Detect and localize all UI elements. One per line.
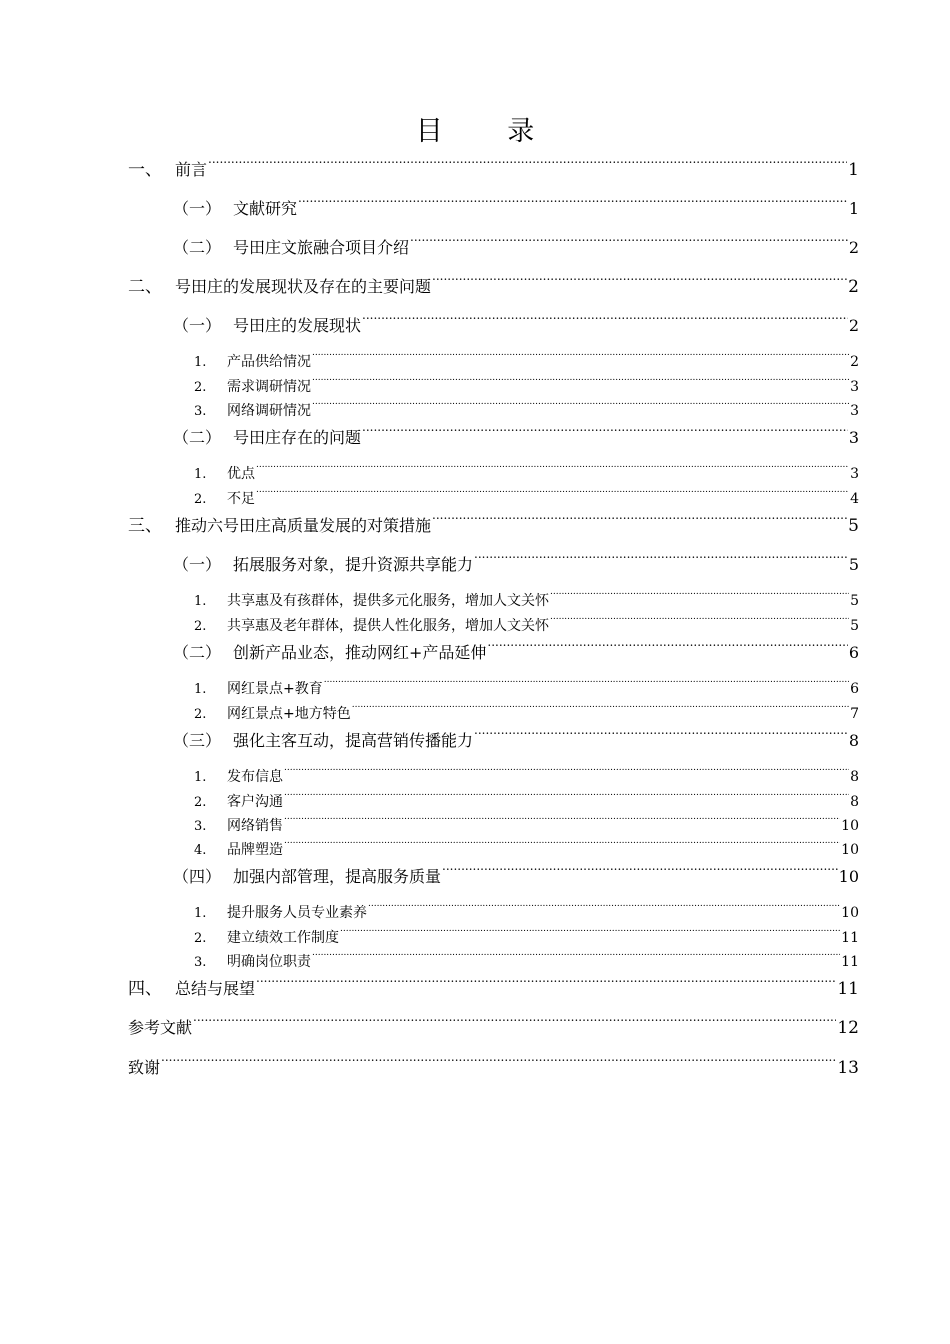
- toc-entry-number: 2.: [194, 492, 207, 507]
- toc-entry-number: 2.: [194, 931, 207, 946]
- toc-entry-number: （一）: [173, 199, 222, 218]
- toc-entry-page: 12: [837, 1018, 859, 1038]
- toc-entry-text: 号田庄存在的问题: [233, 428, 362, 447]
- toc-entry-text: 产品供给情况: [227, 354, 311, 370]
- leader-dots: [550, 610, 849, 630]
- toc-entry-page: 10: [838, 867, 859, 886]
- toc-entry-text: 明确岗位职责: [227, 954, 311, 970]
- toc-entry-text: 网红景点+地方特色: [227, 706, 351, 722]
- toc-entry-page: 5: [850, 618, 859, 634]
- toc-entry-text: 参考文献: [128, 1018, 193, 1037]
- leader-dots: [256, 970, 836, 994]
- toc-entry-text: 总结与展望: [175, 979, 256, 998]
- toc-entry-number: 1.: [194, 770, 207, 785]
- toc-entry-strengths[interactable]: [194, 458, 859, 482]
- toc-entry-number: 2.: [194, 619, 207, 634]
- leader-dots: [362, 419, 848, 443]
- toc-entry-page: 7: [850, 706, 859, 722]
- toc-entry-page: 8: [848, 731, 859, 750]
- toc-entry-text: 创新产品业态，推动网红+产品延伸: [233, 643, 487, 662]
- toc-entry-page: 2: [848, 277, 859, 297]
- toc-entry-number: 2.: [194, 707, 207, 722]
- toc-title: 目 录: [415, 116, 563, 147]
- toc-entry-online-survey[interactable]: [194, 395, 859, 419]
- toc-entry-text: 建立绩效工作制度: [227, 930, 339, 946]
- toc-entry-page: 11: [841, 930, 859, 946]
- toc-entry-page: 5: [848, 555, 859, 574]
- leader-dots: [298, 190, 848, 214]
- toc-entry-number: （二）: [173, 238, 222, 257]
- toc-entry-number: 四、: [128, 979, 162, 999]
- toc-entry-text: 需求调研情况: [227, 379, 311, 395]
- leader-dots: [193, 1009, 836, 1033]
- toc-entry-number: 二、: [128, 277, 162, 297]
- leader-dots: [442, 858, 838, 882]
- toc-entry-demand[interactable]: [194, 371, 859, 395]
- leader-dots: [550, 585, 849, 605]
- leader-dots: [487, 634, 847, 658]
- toc-entry-number: （四）: [173, 867, 222, 886]
- toc-entry-number: 1.: [194, 682, 207, 697]
- toc-entry-number: 三、: [128, 516, 162, 536]
- toc-entry-number: 一、: [128, 160, 162, 180]
- toc-entry-countermeasures[interactable]: [128, 507, 859, 536]
- toc-entry-page: 10: [841, 905, 859, 921]
- toc-entry-references[interactable]: [128, 1009, 859, 1038]
- toc-entry-customer-communication[interactable]: [194, 786, 859, 810]
- toc-entry-page: 8: [850, 769, 859, 785]
- leader-dots: [362, 307, 848, 331]
- toc-entry-page: 6: [848, 643, 859, 662]
- toc-entry-page: 2: [850, 354, 859, 370]
- toc-entry-text: 号田庄的发展现状及存在的主要问题: [175, 277, 432, 296]
- toc-entry-number: 2.: [194, 795, 207, 810]
- toc-entry-text: 提升服务人员专业素养: [227, 905, 367, 921]
- toc-entry-number: 2.: [194, 380, 207, 395]
- toc-entry-page: 3: [850, 466, 859, 482]
- toc-entry-text: 推动六号田庄高质量发展的对策措施: [175, 516, 432, 535]
- toc-entry-number: 4.: [194, 843, 207, 858]
- toc-entry-acknowledgements[interactable]: [128, 1049, 859, 1078]
- toc-entry-number: 1.: [194, 355, 207, 370]
- toc-entry-education[interactable]: [194, 673, 859, 697]
- toc-entry-page: 4: [850, 491, 859, 507]
- toc-entry-page: 5: [850, 593, 859, 609]
- toc-entry-number: （二）: [173, 643, 222, 662]
- toc-entry-number: 3.: [194, 819, 207, 834]
- toc-entry-local-specialty[interactable]: [194, 698, 859, 722]
- toc-entry-number: 1.: [194, 467, 207, 482]
- toc-entry-page: 6: [850, 681, 859, 697]
- toc-entry-text: 致谢: [128, 1058, 161, 1077]
- toc-entry-publish-info[interactable]: [194, 761, 859, 785]
- leader-dots: [432, 507, 847, 531]
- toc-entry-text: 网红景点+教育: [227, 681, 323, 697]
- toc-entry-number: （一）: [173, 555, 222, 574]
- toc-entry-performance-system[interactable]: [194, 922, 859, 946]
- leader-dots: [410, 229, 848, 253]
- toc-entry-literature[interactable]: [173, 190, 859, 218]
- toc-entry-supply[interactable]: [194, 346, 859, 370]
- toc-entry-page: 2: [848, 316, 859, 335]
- toc-entry-weaknesses[interactable]: [194, 483, 859, 507]
- toc-entry-branding[interactable]: [194, 834, 859, 858]
- toc-entry-text: 拓展服务对象，提升资源共享能力: [233, 555, 474, 574]
- toc-entry-online-sales[interactable]: [194, 810, 859, 834]
- leader-dots: [284, 786, 849, 806]
- toc-entry-expand-service[interactable]: [173, 546, 859, 574]
- toc-entry-number: 1.: [194, 906, 207, 921]
- leader-dots: [312, 946, 840, 966]
- toc-entry-status-problems[interactable]: [128, 268, 859, 297]
- toc-entry-families[interactable]: [194, 585, 859, 609]
- toc-entry-text: 品牌塑造: [227, 842, 283, 858]
- toc-entry-text: 号田庄文旅融合项目介绍: [233, 238, 410, 257]
- leader-dots: [340, 922, 840, 942]
- toc-entry-internal-management[interactable]: [173, 858, 859, 886]
- toc-entry-existing-problems[interactable]: [173, 419, 859, 447]
- toc-entry-preface[interactable]: [128, 151, 859, 180]
- toc-entry-interaction[interactable]: [173, 722, 859, 750]
- toc-entry-page: 2: [848, 238, 859, 257]
- toc-entry-text: 网络销售: [227, 818, 283, 834]
- toc-entry-text: 共享惠及老年群体，提供人性化服务，增加人文关怀: [227, 618, 549, 634]
- leader-dots: [474, 546, 848, 570]
- toc-entry-text: 文献研究: [233, 199, 298, 218]
- toc-entry-current-status[interactable]: [173, 307, 859, 335]
- toc-entry-text: 强化主客互动，提高营销传播能力: [233, 731, 474, 750]
- toc-entry-staff-quality[interactable]: [194, 897, 859, 921]
- toc-entry-page: 5: [848, 516, 859, 536]
- toc-entry-number: （三）: [173, 731, 222, 750]
- toc-entry-number: （二）: [173, 428, 222, 447]
- toc-entry-text: 客户沟通: [227, 794, 283, 810]
- leader-dots: [208, 151, 847, 175]
- leader-dots: [312, 371, 849, 391]
- leader-dots: [324, 673, 849, 693]
- toc-entry-page: 1: [848, 160, 859, 180]
- toc-entry-page: 3: [850, 379, 859, 395]
- toc-entry-page: 11: [841, 954, 859, 970]
- leader-dots: [284, 810, 840, 830]
- toc-entry-project-intro[interactable]: [173, 229, 859, 257]
- toc-entry-page: 8: [850, 794, 859, 810]
- leader-dots: [474, 722, 848, 746]
- toc-entry-elderly[interactable]: [194, 610, 859, 634]
- toc-entry-text: 发布信息: [227, 769, 283, 785]
- toc-entry-page: 1: [848, 199, 859, 218]
- toc-entry-text: 共享惠及有孩群体，提供多元化服务，增加人文关怀: [227, 593, 549, 609]
- toc-entry-page: 3: [850, 403, 859, 419]
- leader-dots: [256, 458, 849, 478]
- leader-dots: [368, 897, 840, 917]
- toc-entry-innovate-products[interactable]: [173, 634, 859, 662]
- leader-dots: [284, 761, 849, 781]
- toc-entry-page: 10: [841, 818, 859, 834]
- toc-entry-number: （一）: [173, 316, 222, 335]
- toc-entry-text: 号田庄的发展现状: [233, 316, 362, 335]
- leader-dots: [312, 346, 849, 366]
- leader-dots: [161, 1049, 836, 1073]
- leader-dots: [352, 698, 849, 718]
- toc-entry-conclusion[interactable]: [128, 970, 859, 999]
- toc-entry-job-duties[interactable]: [194, 946, 859, 970]
- leader-dots: [284, 834, 840, 854]
- toc-entry-text: 前言: [175, 160, 208, 179]
- toc-entry-number: 1.: [194, 594, 207, 609]
- toc-entry-text: 不足: [227, 491, 255, 507]
- toc-entry-number: 3.: [194, 955, 207, 970]
- toc-entry-number: 3.: [194, 404, 207, 419]
- toc-entry-page: 3: [848, 428, 859, 447]
- toc-entry-text: 加强内部管理，提高服务质量: [233, 867, 442, 886]
- toc-entry-text: 优点: [227, 466, 255, 482]
- toc-entry-text: 网络调研情况: [227, 403, 311, 419]
- toc-entry-page: 10: [841, 842, 859, 858]
- leader-dots: [432, 268, 847, 292]
- leader-dots: [312, 395, 849, 415]
- leader-dots: [256, 483, 849, 503]
- toc-entry-page: 13: [837, 1058, 859, 1078]
- toc-entry-page: 11: [837, 979, 859, 999]
